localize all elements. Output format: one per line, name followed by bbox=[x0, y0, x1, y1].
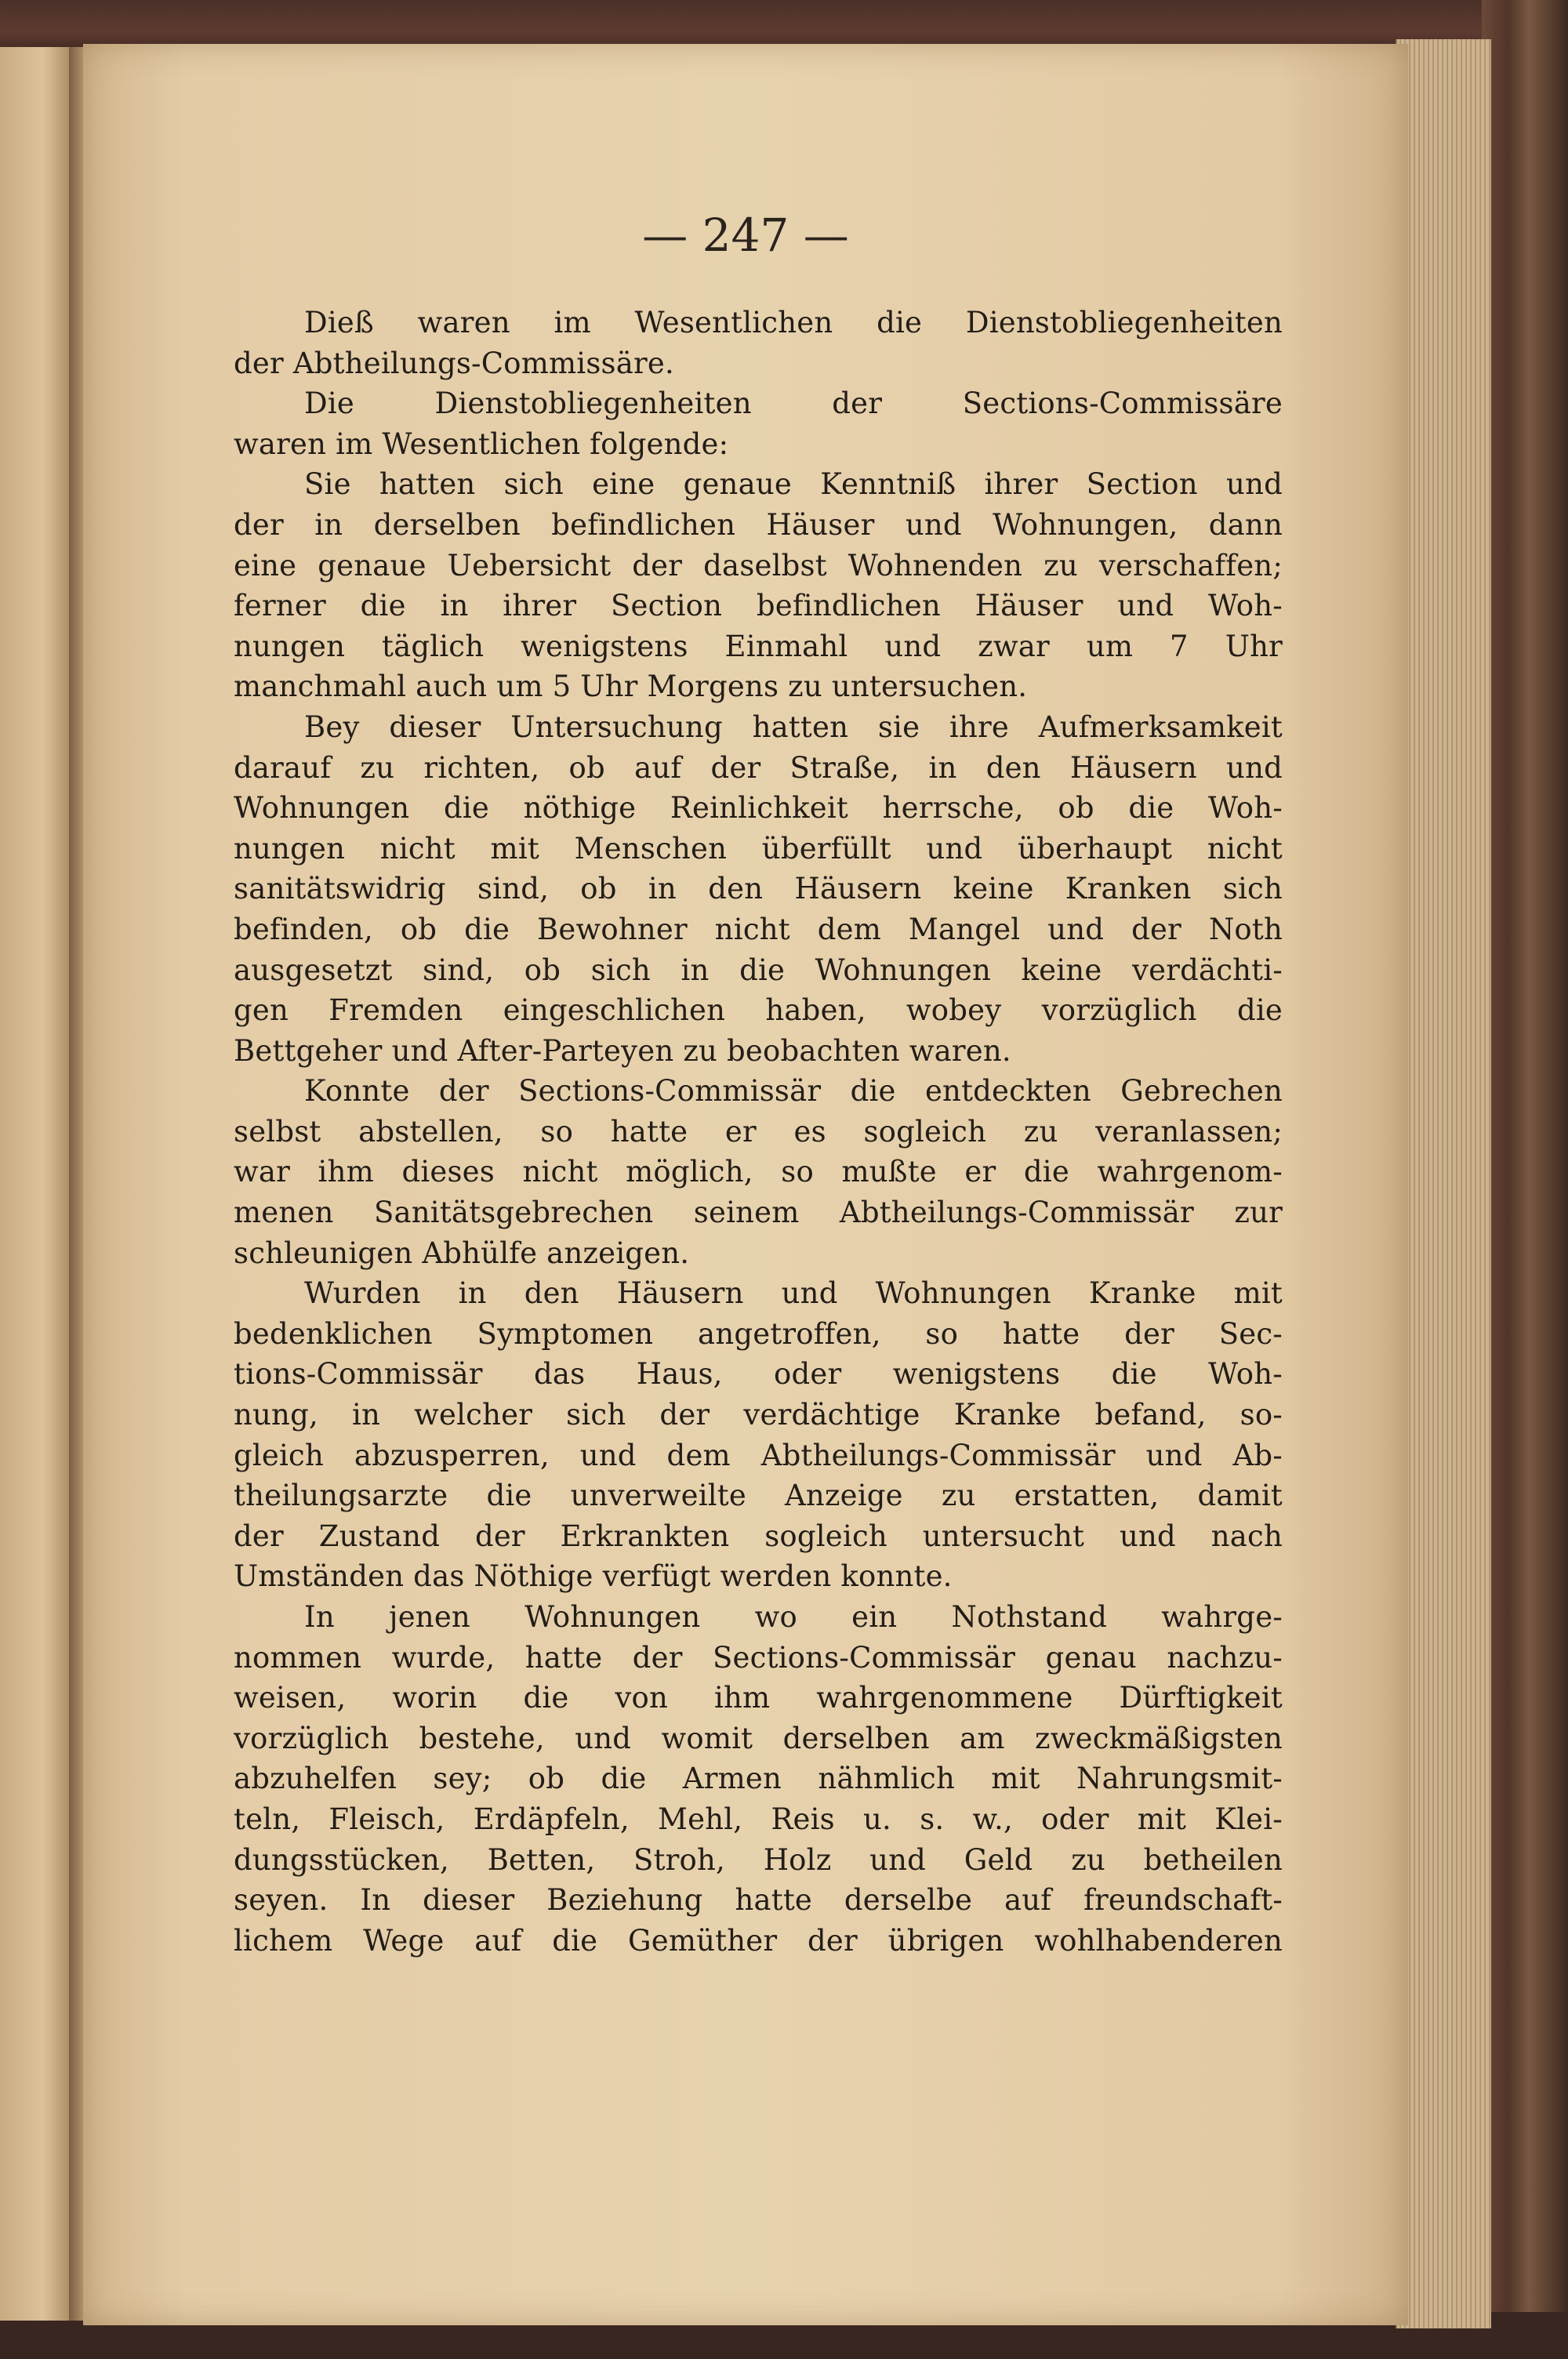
text-line: der in derselben befindlichen Häuser und Wohnungen, dann bbox=[234, 507, 1283, 542]
page-stack-edges bbox=[1396, 39, 1491, 2328]
left-page-edge bbox=[0, 47, 72, 2321]
text-line: nungen täglich wenigstens Einmahl und zwar um 7 Uhr bbox=[234, 629, 1283, 663]
text-line: gleich abzusperren, und dem Abtheilungs-Commissär und Ab- bbox=[234, 1438, 1283, 1472]
text-line: Bettgeher und After-Parteyen zu beobachten waren. bbox=[234, 1033, 1011, 1068]
text-line: Umständen das Nöthige verfügt werden konnte. bbox=[234, 1559, 953, 1594]
text-line: nommen wurde, hatte der Sections-Commissär genau nachzu- bbox=[234, 1640, 1283, 1675]
text-line: war ihm dieses nicht möglich, so mußte er die wahrgenom- bbox=[234, 1155, 1283, 1189]
text-line: Konnte der Sections-Commissär die entdeckten Gebrechen bbox=[304, 1074, 1283, 1109]
text-line: nung, in welcher sich der verdächtige Kranke befand, so- bbox=[234, 1398, 1283, 1432]
book-cover-right bbox=[1482, 0, 1568, 2359]
text-line: sanitätswidrig sind, ob in den Häusern keine Kranken sich bbox=[234, 872, 1283, 906]
text-line: gen Fremden eingeschlichen haben, wobey vorzüglich die bbox=[234, 993, 1283, 1028]
text-line: vorzüglich bestehe, und womit derselben am zweckmäßigsten bbox=[234, 1721, 1283, 1755]
text-line: Wohnungen die nöthige Reinlichkeit herrsche, ob die Woh- bbox=[234, 791, 1283, 826]
text-line: Bey dieser Untersuchung hatten sie ihre Aufmerksamkeit bbox=[304, 710, 1283, 744]
text-line: dungsstücken, Betten, Stroh, Holz und Geld zu betheilen bbox=[234, 1842, 1283, 1877]
text-line: manchmahl auch um 5 Uhr Morgens zu untersuchen. bbox=[234, 670, 1028, 704]
text-line: weisen, worin die von ihm wahrgenommene Dürftigkeit bbox=[234, 1681, 1283, 1715]
text-line: In jenen Wohnungen wo ein Nothstand wahrge- bbox=[304, 1600, 1283, 1634]
text-line: ferner die in ihrer Section befindlichen Häuser und Woh- bbox=[234, 589, 1283, 623]
text-line: Dieß waren im Wesentlichen die Dienstobliegenheiten bbox=[304, 306, 1283, 339]
text-line: eine genaue Uebersicht der daselbst Wohnenden zu verschaffen; bbox=[234, 548, 1283, 582]
text-line: darauf zu richten, ob auf der Straße, in den Häusern und bbox=[234, 750, 1283, 785]
page-text-block bbox=[234, 303, 1283, 1961]
text-line: ausgesetzt sind, ob sich in die Wohnungen keine verdächti- bbox=[234, 953, 1283, 987]
text-line: menen Sanitätsgebrechen seinem Abtheilungs-Commissär zur bbox=[234, 1196, 1283, 1230]
text-line: teln, Fleisch, Erdäpfeln, Mehl, Reis u. s. w., oder mit Klei- bbox=[234, 1802, 1283, 1836]
text-line: tions-Commissär das Haus, oder wenigstens die Woh- bbox=[234, 1357, 1283, 1392]
text-line: seyen. In dieser Beziehung hatte derselbe auf freundschaft- bbox=[234, 1883, 1283, 1918]
text-line: Die Dienstobliegenheiten der Sections-Commissäre bbox=[304, 387, 1283, 421]
text-line: nungen nicht mit Menschen überfüllt und überhaupt nicht bbox=[234, 831, 1283, 866]
text-line: waren im Wesentlichen folgende: bbox=[234, 426, 729, 461]
text-line: der Zustand der Erkrankten sogleich untersucht und nach bbox=[234, 1519, 1283, 1553]
text-line: der Abtheilungs-Commissäre. bbox=[234, 346, 674, 380]
text-line: bedenklichen Symptomen angetroffen, so hatte der Sec- bbox=[234, 1316, 1283, 1351]
text-line: Sie hatten sich eine genaue Kenntniß ihrer Section und bbox=[304, 467, 1283, 502]
book-page bbox=[83, 44, 1408, 2325]
text-line: schleunigen Abhülfe anzeigen. bbox=[234, 1236, 690, 1270]
page-number: — 247 — bbox=[642, 209, 849, 262]
text-line: selbst abstellen, so hatte er es sogleich zu veranlassen; bbox=[234, 1114, 1283, 1149]
text-line: Wurden in den Häusern und Wohnungen Kranke mit bbox=[304, 1276, 1283, 1311]
text-line: abzuhelfen sey; ob die Armen nähmlich mit Nahrungsmit- bbox=[234, 1762, 1283, 1796]
text-line: lichem Wege auf die Gemüther der übrigen wohlhabenderen bbox=[234, 1923, 1283, 1958]
text-line: befinden, ob die Bewohner nicht dem Mangel und der Noth bbox=[234, 912, 1283, 946]
text-line: theilungsarzte die unverweilte Anzeige zu erstatten, damit bbox=[234, 1479, 1283, 1513]
